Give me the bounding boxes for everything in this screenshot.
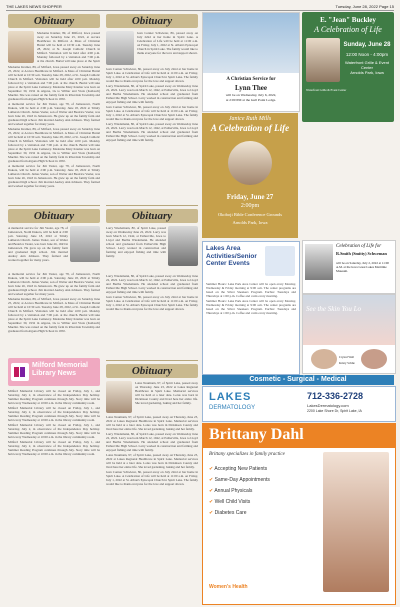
ad-photo <box>203 13 299 73</box>
ad-fineprint: Waterfront Grille & Event Center <box>306 88 347 92</box>
list-item: ✔ Same-Day Appointments <box>209 477 270 483</box>
ad-line1: will be on Wednesday, July 6, 2022, <box>225 93 277 97</box>
ad-subtitle: A Celebration of Life <box>314 25 382 34</box>
ad-title: A Celebration of Life <box>210 123 290 133</box>
ad-name: Lynn Thee <box>235 84 267 92</box>
service-list <box>209 464 317 519</box>
obituary-text: Lotus Neumann, 97, of Spirit Lake, passed away on Thursday, June 23, 2022 at Lakes Regional Healthcare in Spirit Lake. Memorial services will be held at a later date. Lotus was born in Dickinson County and lived here her entire life. She loved gardening, baking and her family. <box>135 381 198 405</box>
obituary-heading: Obituary <box>106 14 198 28</box>
obituary-heading: Obituary <box>8 14 100 28</box>
senior-center-events <box>202 241 300 375</box>
obituary-text: A memorial service for Jim Vaaler, age 78, of Jamestown, North Dakota, will be held at 2:00 p.m. Saturday, June 18, 2022 at Trinity Lutheran Church. James Vaaler, son of Walter and Beatrice Vaaler, was born June 26, 1943 in Jamestown. He grew up on the family farm and graduated high school. Jim married Audrey Ann Johnson. They farmed and worked together for many years. <box>8 226 68 262</box>
provider-photo <box>323 452 389 592</box>
ad-time: 12:00 Noon - 4:00pm <box>345 52 389 57</box>
provider-photo <box>361 349 387 369</box>
ad-name: Janice Ruth Mills <box>228 116 272 122</box>
ad-photo <box>306 38 340 82</box>
obituary-text: Jean Conner Schwieter, 86, passed away on July 22nd at her home in Spirit Lake. A Celebration of Life will be held at 11:00 a.m. on Friday, July 1, 2022 at St. Alban's Episcopal Church in Spirit Lake. The family would like to thank everyone for the love and support shown. <box>137 31 198 55</box>
derm-banner: Cosmetic - Surgical - Medical <box>202 375 394 385</box>
photo <box>265 246 295 276</box>
celebration-ad-mills <box>202 113 298 238</box>
service-ad <box>202 12 300 112</box>
provider-photo <box>311 349 337 369</box>
ad-title: E. "Jean" Buckley <box>320 16 376 24</box>
obituary-heading: Obituary <box>106 364 198 378</box>
list-item: ✔ Accepting New Patients <box>209 466 268 472</box>
ad-date: Friday, June 27 <box>226 193 274 201</box>
ad-city: Arnolds Park, Iowa <box>232 220 268 225</box>
obituary-text-cont: Jean Conner Schwieter, 86, passed away on July 22nd at her home in Spirit Lake. A Celebration of Life will be held at 11:00 a.m. on Friday, July 1, 2022 at St. Alban's Episcopal Church in Spirit Lake. The family would like to thank everyone for the love and support shown. Larry Wiedemann, 80, of Spirit Lake, passed away on Wednesday June 22, 2022. Larry was born March 12, 1942, at Estherville, Iowa to Lloyd and Bertha Wiedemann. He attended school and graduated from Estherville High School. Larry worked in construction and farming and enjoyed fishing and time with family. Jean Conner Schwieter, 86, passed away on July 22nd at her home in Spirit Lake. A Celebration of Life will be held at 11:00 a.m. on Friday, July 1, 2022 at St. Alban's Episcopal Church in Spirit Lake. The family would like to thank everyone for the love and support shown. Larry Wiedemann, 80, of Spirit Lake, passed away on Wednesday June 22, 2022. Larry was born March 12, 1942, at Estherville, Iowa to Lloyd and Bertha Wiedemann. He attended school and graduated from Estherville High School. Larry worked in construction and farming and enjoyed fishing and time with family. <box>106 67 198 142</box>
obituary-text: Madonna Kramer, 89, of Milford, Iowa passed away on Saturday June 25, 2022, at Accura Healthcare in Milford. A Mass of Christian Burial will be held at 10:30 a.m. Tuesday June 28, 2022, at St. Joseph Catholic Church in Milford. Visitation will be held after 4:00 p.m. Monday followed by a visitation and 7:00 p.m. at the church. Burial will take place at the Spirit <box>37 31 100 63</box>
ad-title: A Christian Service for <box>226 77 276 82</box>
obituary-photo <box>106 381 132 413</box>
ad-city: Arnolds Park, Iowa <box>350 70 384 75</box>
ad-name: R.Smith (Smitty) Schweman <box>336 251 387 256</box>
ad-name: Brittany Dahl <box>209 426 304 443</box>
ad-headline: See the Skin You Lo <box>306 305 361 313</box>
celebration-ad-schweman <box>302 240 396 294</box>
page-header <box>6 2 394 11</box>
ad-time: 2:00pm <box>240 203 260 209</box>
publication-name: THE LAKES NEWS SHOPPER <box>6 3 62 9</box>
obituary-text-cont: Lotus Neumann, 97, of Spirit Lake, passed away on Thursday, June 23, 2022 at Lakes Regional Healthcare in Spirit Lake. Memorial services will be held at a later date. Lotus was born in Dickinson County and lived here her entire life. She loved gardening, baking and her family. Larry Wiedemann, 80, of Spirit Lake, passed away on Wednesday June 22, 2022. Larry was born March 12, 1942, at Estherville, Iowa to Lloyd and Bertha Wiedemann. He attended school and graduated from Estherville High School. Larry worked in construction and farming and enjoyed fishing and time with family. Lotus Neumann, 97, of Spirit Lake, passed away on Thursday, June 23, 2022 at Lakes Regional Healthcare in Spirit Lake. Memorial services will be held at a later date. Lotus was born in Dickinson County and lived here her entire life. She loved gardening, baking and her family. Jean Conner Schwieter, 86, passed away on July 22nd at her home in Spirit Lake. A Celebration of Life will be held at 11:00 a.m. on Friday, July 1, 2022 at St. Alban's Episcopal Church in Spirit Lake. The family would like to thank everyone for the love and support shown. <box>106 415 198 486</box>
provider-name: Crystal Wall <box>339 355 354 359</box>
ad-place: Okoboji Bible Conference Grounds <box>217 212 283 217</box>
ad-photo <box>228 141 272 185</box>
lakes-dermatology-ad <box>202 386 396 422</box>
ad-footer: Women's Health <box>209 584 248 590</box>
obituary-heading: Obituary <box>106 209 198 223</box>
events-title: Lakes Area Activities/Senior Center Events <box>206 245 257 267</box>
book-icon <box>11 363 29 381</box>
derm-logo: LAKES <box>209 391 252 403</box>
page-date: Tuesday, June 28, 2022 Page 15 <box>335 3 394 9</box>
list-item: ✔ Annual Physicals <box>209 488 253 494</box>
ad-place: Waterfront Grille & Event Center <box>344 60 390 70</box>
divider <box>106 360 198 361</box>
obituary-heading: Obituary <box>8 209 100 223</box>
derm-address: 2200 Lake Shore Dr, Spirit Lake, IA <box>307 409 362 413</box>
provider-name: Kristy Schlie <box>339 361 355 365</box>
obituary-text-cont: Madonna Kramer, 89, of Milford, Iowa passed away on Saturday June 25, 2022, at Accura Healthcare in Milford. A Mass of Christian Burial will be held at 10:30 a.m. Tuesday June 28, 2022, at St. Joseph Catholic Church in Milford. Visitation will be held after 4:00 p.m. Monday followed by a visitation and 7:00 p.m. at the church. Burial will take place at the Spirit Lake Cemetery. Madonna Mary Kramer was born on September 30, 1932 in Algona, IA to Wilbur and Viola (Kollasch) Mueller. She was raised on the family farm in Riverdale Township and graduated from Algona High School in 1950. A memorial service for Jim Vaaler, age 78, of Jamestown, North Dakota, will be held at 2:00 p.m. Saturday, June 18, 2022 at Trinity Lutheran Church. James Vaaler, son of Walter and Beatrice Vaaler, was born June 26, 1943 in Jamestown. He grew up on the family farm and graduated high school. Jim married Audrey Ann Johnson. They farmed and worked together for many years. Madonna Kramer, 89, of Milford, Iowa passed away on Saturday June 25, 2022, at Accura Healthcare in Milford. A Mass of Christian Burial will be held at 10:30 a.m. Tuesday June 28, 2022, at St. Joseph Catholic Church in Milford. Visitation will be held after 4:00 p.m. Monday followed by a visitation and 7:00 p.m. at the church. Burial will take place at the Spirit Lake Cemetery. Madonna Mary Kramer was born on September 30, 1932 in Algona, IA to Wilbur and Viola (Kollasch) Mueller. She was raised on the family farm in Riverdale Township and graduated from Algona High School in 1950. A memorial service for Jim Vaaler, age 78, of Jamestown, North Dakota, will be held at 2:00 p.m. Saturday, June 18, 2022 at Trinity Lutheran Church. James Vaaler, son of Walter and Beatrice Vaaler, was born June 26, 1943 in Jamestown. He grew up on the family farm and graduated high school. Jim married Audrey Ann Johnson. They farmed and worked together for many years. <box>8 65 100 188</box>
obituary-text-cont: A memorial service for Jim Vaaler, age 78, of Jamestown, North Dakota, will be held at 2:00 p.m. Saturday, June 18, 2022 at Trinity Lutheran Church. James Vaaler, son of Walter and Beatrice Vaaler, was born June 26, 1943 in Jamestown. He grew up on the family farm and graduated high school. Jim married Audrey Ann Johnson. They farmed and worked together for many years. Madonna Kramer, 89, of Milford, Iowa passed away on Saturday June 25, 2022, at Accura Healthcare in Milford. A Mass of Christian Burial will be held at 10:30 a.m. Tuesday June 28, 2022, at St. Joseph Catholic Church in Milford. Visitation will be held after 4:00 p.m. Monday followed by a visitation and 7:00 p.m. at the church. Burial will take place at the Spirit Lake Cemetery. Madonna Mary Kramer was born on September 30, 1932 in Algona, IA to Wilbur and Viola (Kollasch) Mueller. She was raised on the family farm in Riverdale Township and graduated from Algona High School in 1950. <box>8 272 100 333</box>
list-item: ✔ Diabetes Care <box>209 510 247 516</box>
ad-line2: at 2:00 PM at the Gull Point Lodge. <box>225 98 277 102</box>
ad-date: Sunday, June 28 <box>343 42 391 48</box>
obituary-photo <box>8 31 34 63</box>
skin-ad <box>302 294 396 374</box>
derm-logo-sub: DERMATOLOGY <box>209 405 256 411</box>
obituary-photo <box>70 226 100 262</box>
library-text: Milford Memorial Library will be closed on Friday, July 1, and Saturday, July 2, in observance of the Independence Day holiday. Summer Reading Program continues through July. Story time will be held every Wednesday at 10:00 a.m. in the library community room. Milford Memorial Library will be closed on Friday, July 1, and Saturday, July 2, in observance of the Independence Day holiday. Summer Reading Program continues through July. Story time will be held every Wednesday at 10:00 a.m. in the library community room. Milford Memorial Library will be closed on Friday, July 1, and Saturday, July 2, in observance of the Independence Day holiday. Summer Reading Program continues through July. Story time will be held every Wednesday at 10:00 a.m. in the library community room. Milford Memorial Library will be closed on Friday, July 1, and Saturday, July 2, in observance of the Independence Day holiday. Summer Reading Program continues through July. Story time will be held every Wednesday at 10:00 a.m. in the library community room. <box>8 389 100 456</box>
derm-phone: 712-336-2728 <box>307 391 364 401</box>
library-banner <box>8 358 100 386</box>
obituary-photo <box>168 226 198 266</box>
ad-photo <box>303 295 395 345</box>
obituary-text-cont: Larry Wiedemann, 80, of Spirit Lake, passed away on Wednesday June 22, 2022. Larry was born March 12, 1942, at Estherville, Iowa to Lloyd and Bertha Wiedemann. He attended school and graduated from Estherville High School. Larry worked in construction and farming and enjoyed fishing and time with family. Jean Conner Schwieter, 86, passed away on July 22nd at her home in Spirit Lake. A Celebration of Life will be held at 11:00 a.m. on Friday, July 1, 2022 at St. Alban's Episcopal Church in Spirit Lake. The family would like to thank everyone for the love and support shown. <box>106 274 198 311</box>
divider <box>8 205 100 206</box>
brittany-dahl-ad <box>202 423 396 605</box>
divider <box>106 205 198 206</box>
events-text: Summer Hours: Lake Park Area Center will be open every Monday, Wednesday & Friday morning at 9:00 a.m. The center programs are based on the Silver Sneakers Program. Euchre: Tuesdays and Thursdays at 1:00 p.m. Coffee and cards every morning. Summer Hours: Lake Park Area Center will be open every Monday, Wednesday & Friday morning at 9:00 a.m. The center programs are based on the Silver Sneakers Program. Euchre: Tuesdays and Thursdays at 1:00 p.m. Coffee and cards every morning. <box>206 282 296 315</box>
library-title: Milford Memorial Library News <box>32 362 89 377</box>
ad-photo <box>305 244 333 280</box>
derm-site: LakesDermatology.com <box>307 403 349 408</box>
ad-subtitle: Brittany specializes in family practice <box>209 452 285 457</box>
ad-text: will be on Saturday, July 2, 2022 at 11:00 A.M. at the Iowa Great Lakes Maritime Museum. <box>336 261 389 273</box>
obituary-text: Larry Wiedemann, 80, of Spirit Lake, passed away on Wednesday June 22, 2022. Larry was born March 12, 1942, at Estherville, Iowa to Lloyd and Bertha Wiedemann. He attended school and graduated from Estherville High School. Larry worked in construction and farming and enjoyed fishing and time with family. <box>106 226 166 258</box>
ad-title: Celebration of Life for <box>336 244 382 249</box>
obituary-photo <box>106 31 134 65</box>
list-item: ✔ Well Child Visits <box>209 499 251 505</box>
celebration-ad-buckley <box>302 12 394 122</box>
